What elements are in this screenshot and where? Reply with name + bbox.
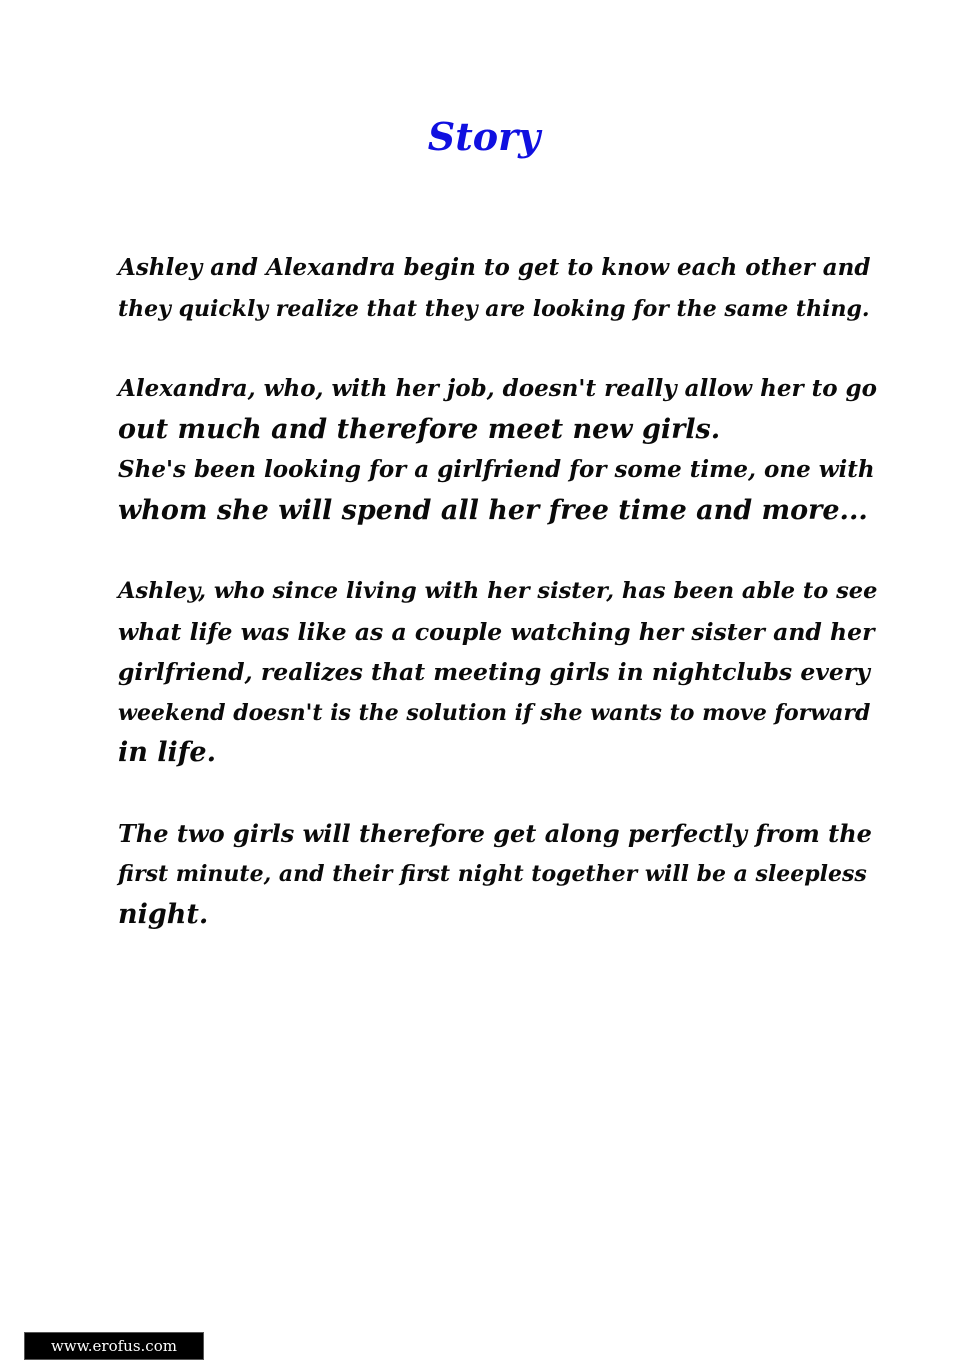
paragraph-line: whom she will spend all her free time and more...: [118, 494, 868, 526]
paragraph-line: what life was like as a couple watching her sister and her: [118, 617, 875, 646]
paragraph-3: [118, 571, 878, 774]
paragraph-line: Ashley, who since living with her sister, has been able to see: [118, 578, 878, 604]
page-title: Story: [427, 114, 541, 159]
paragraph-line: night.: [118, 898, 209, 930]
paragraph-line: in life.: [118, 737, 216, 768]
story-body: [118, 248, 878, 975]
paragraph-line: out much and therefore meet new girls.: [118, 413, 721, 445]
paragraph-line: Alexandra, who, with her job, doesn't really allow her to go: [118, 375, 877, 402]
paragraph-line: they quickly realize that they are looking for the same thing.: [118, 295, 870, 322]
paragraph-line: Ashley and Alexandra begin to get to know each other and: [118, 254, 871, 281]
paragraph-line: girlfriend, realizes that meeting girls in nightclubs every: [118, 658, 870, 686]
paragraph-4: [118, 814, 878, 936]
paragraph-line: first minute, and their first night together will be a sleepless: [118, 861, 867, 887]
watermark: www.erofus.com: [24, 1332, 204, 1360]
paragraph-2: [118, 369, 878, 531]
paragraph-line: weekend doesn't is the solution if she wants to move forward: [118, 699, 871, 726]
paragraph-1: [118, 248, 878, 329]
paragraph-line: The two girls will therefore get along perfectly from the: [118, 818, 872, 848]
paragraph-line: She's been looking for a girlfriend for some time, one with: [118, 456, 875, 483]
